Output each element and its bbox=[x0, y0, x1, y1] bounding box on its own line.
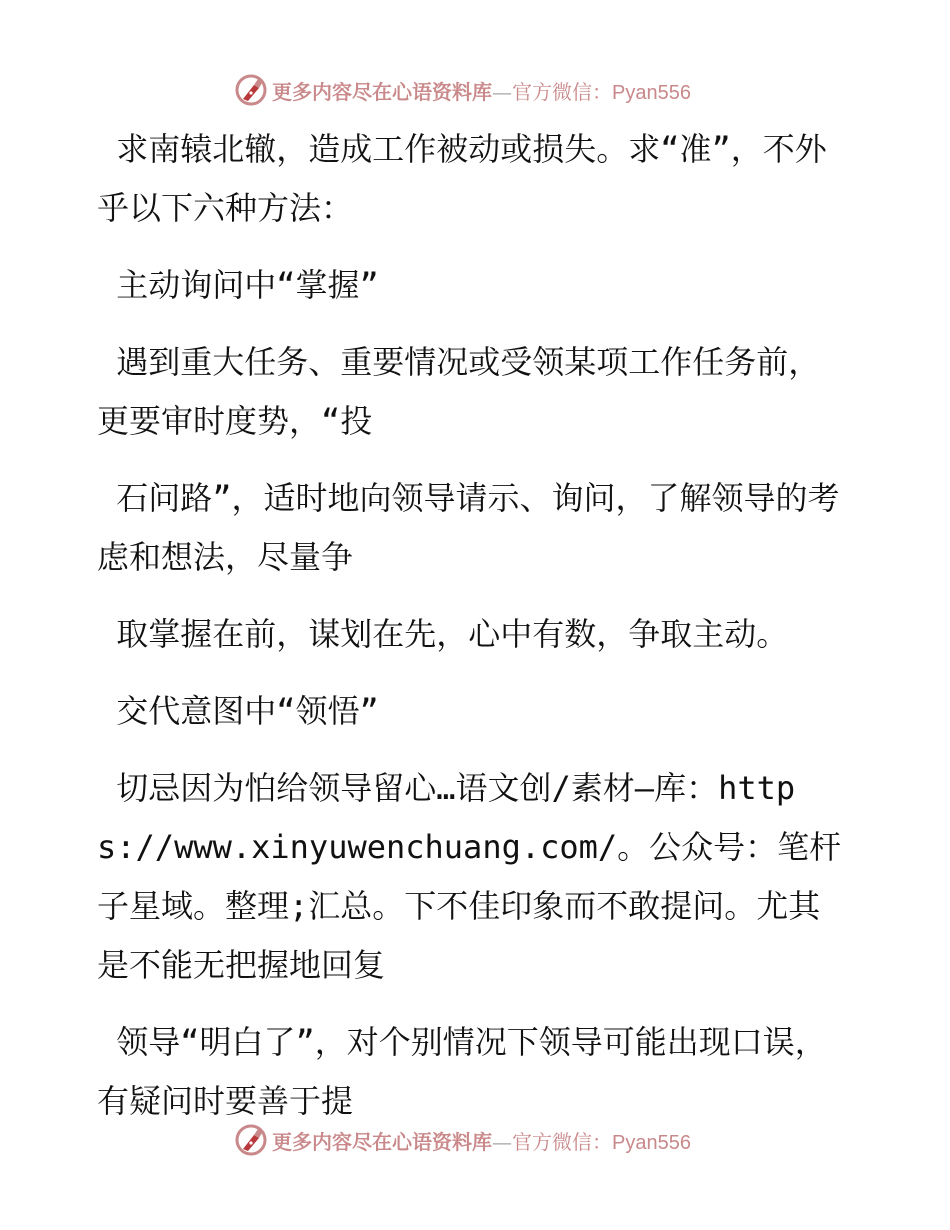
banner-dash: — bbox=[492, 1129, 512, 1154]
section-heading: 交代意图中“领悟” bbox=[97, 692, 379, 730]
pen-nib-circle-icon bbox=[234, 1123, 268, 1157]
banner-dash: — bbox=[492, 79, 512, 104]
banner-account: Pyan556 bbox=[612, 81, 691, 104]
banner-main: 更多内容尽在心语资料库 bbox=[272, 1129, 492, 1154]
pen-nib-circle-icon bbox=[234, 73, 268, 107]
body-text bbox=[97, 120, 842, 1149]
footer-banner bbox=[234, 1120, 714, 1160]
paragraph: 遇到重大任务、重要情况或受领某项工作任务前，更要审时度势，“投 bbox=[97, 343, 821, 440]
banner-account: Pyan556 bbox=[612, 1131, 691, 1154]
banner-wechat-label: 官方微信： bbox=[512, 1129, 612, 1154]
header-banner bbox=[234, 70, 714, 110]
banner-wechat-label: 官方微信： bbox=[512, 79, 612, 104]
paragraph: 领导“明白了”，对个别情况下领导可能出现口误，有疑问时要善于提 bbox=[97, 1023, 827, 1120]
paragraph: 切忌因为怕给领导留心…语文创/素材—库：https://www.xinyuwenchuang.com/。公众号：笔杆子星域。整理;汇总。下不佳印象而不敢提问。尤其是不能无把握地回复 bbox=[97, 769, 842, 984]
section-heading: 主动询问中“掌握” bbox=[97, 266, 379, 304]
banner-text bbox=[272, 1126, 691, 1155]
banner-text bbox=[272, 76, 691, 105]
paragraph: 取掌握在前，谋划在先，心中有数，争取主动。 bbox=[97, 615, 789, 653]
banner-main: 更多内容尽在心语资料库 bbox=[272, 79, 492, 104]
paragraph: 石问路”，适时地向领导请示、询问，了解领导的考虑和想法，尽量争 bbox=[97, 479, 840, 576]
paragraph: 求南辕北辙，造成工作被动或损失。求“准”，不外乎以下六种方法： bbox=[97, 130, 827, 227]
